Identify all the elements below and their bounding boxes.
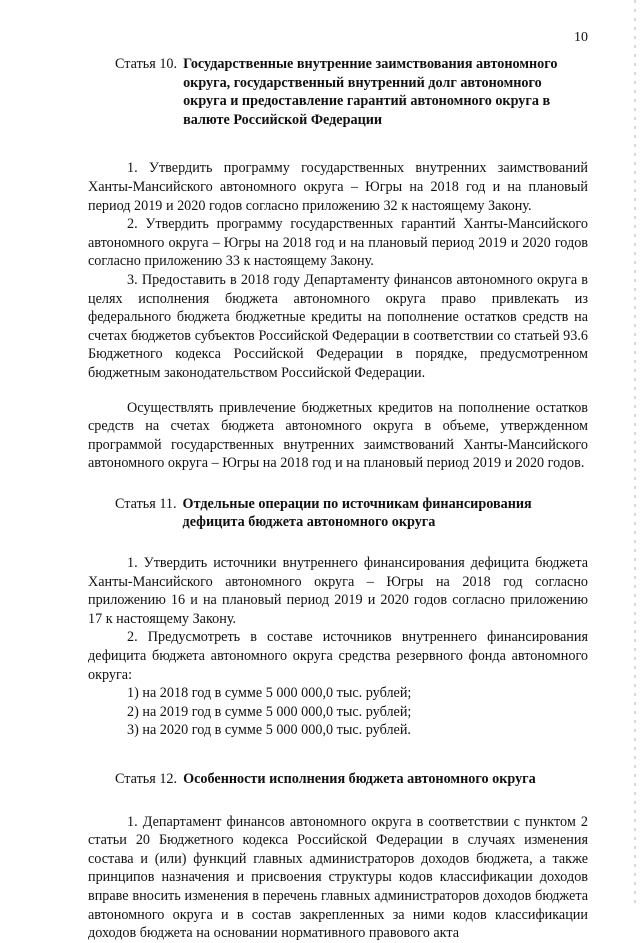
article-12-paragraph-1: 1. Департамент финансов автономного округа в соответствии с пунктом 2 статьи 20 Бюджетного кодекса Российской Федерации в случаях изменения состава и (или) функций главных администраторов доходов бюджета, а также принципов назначения и присвоения структуры кодов классификации доходов вправе вносить изменения в перечень главных администраторов доходов бюджета автономного округа и в состав закрепленных за ними кодов классификации доходов бюджета на основании нормативного правового акта	[88, 813, 588, 942]
article-11-paragraph-2: 2. Предусмотреть в составе источников внутреннего финансирования дефицита бюджета автономного округа средства резервного фонда автономного округа:	[88, 629, 588, 683]
scan-margin-artifact	[634, 0, 636, 905]
article-10-paragraph-3: 3. Предоставить в 2018 году Департаменту финансов автономного округа в целях исполнения бюджета автономного округа право привлекать из федерального бюджета бюджетные кредиты на пополнение остатков средств на счетах бюджетов субъектов Российской Федерации в соответствии со статьей 93.6 Бюджетного кодекса Российской Федерации в порядке, предусмотренном бюджетным законодательством Российской Федерации.	[88, 271, 588, 381]
list-item: 1) на 2018 год в сумме 5 000 000,0 тыс. рублей;	[127, 685, 412, 702]
list-item: 2) на 2019 год в сумме 5 000 000,0 тыс. рублей;	[127, 703, 412, 720]
page-number: 10	[574, 30, 588, 45]
document-body	[88, 55, 588, 943]
article-12-title: Особенности исполнения бюджета автономного округа	[183, 771, 536, 787]
article-12-label: Статья 12.	[115, 771, 178, 787]
article-12-heading	[88, 770, 588, 789]
list-item: 3) на 2020 год в сумме 5 000 000,0 тыс. рублей.	[127, 722, 411, 739]
article-10-paragraph-1: 1. Утвердить программу государственных внутренних заимствований Ханты-Мансийского автономного округа – Югры на 2018 год и на плановый период 2019 и 2020 годов согласно приложению 32 к настоящему Закону.	[88, 160, 588, 214]
article-10-paragraph-2: 2. Утвердить программу государственных гарантий Ханты-Мансийского автономного округа – Югры на 2018 год и на плановый период 2019 и 2020 годов согласно приложению 33 к настоящему Закону.	[88, 216, 588, 270]
article-10-title: Государственные внутренние заимствования автономного округа, государственный внутренний долг автономного округа и предоставление гарантий автономного округа в валюте Российской Федерации	[183, 56, 558, 128]
article-11-paragraph-1: 1. Утвердить источники внутреннего финансирования дефицита бюджета Ханты-Мансийского автономного округа – Югры на 2018 год согласно приложению 16 и на плановый период 2019 и 2020 годов согласно приложению 17 к настоящему Закону.	[88, 555, 588, 627]
article-11-heading	[88, 495, 588, 532]
article-10-paragraph-4: Осуществлять привлечение бюджетных кредитов на пополнение остатков средств на счетах бюджета автономного округа в объеме, утвержденном программой государственных внутренних заимствований Ханты-Мансийского автономного округа – Югры на 2018 год и на плановый период 2019 и 2020 годов.	[88, 399, 588, 472]
article-11-label: Статья 11.	[115, 495, 177, 512]
article-11-title: Отдельные операции по источникам финансирования дефицита бюджета автономного округа	[182, 495, 532, 531]
article-10-heading	[88, 55, 588, 129]
article-10-label: Статья 10.	[115, 56, 178, 72]
